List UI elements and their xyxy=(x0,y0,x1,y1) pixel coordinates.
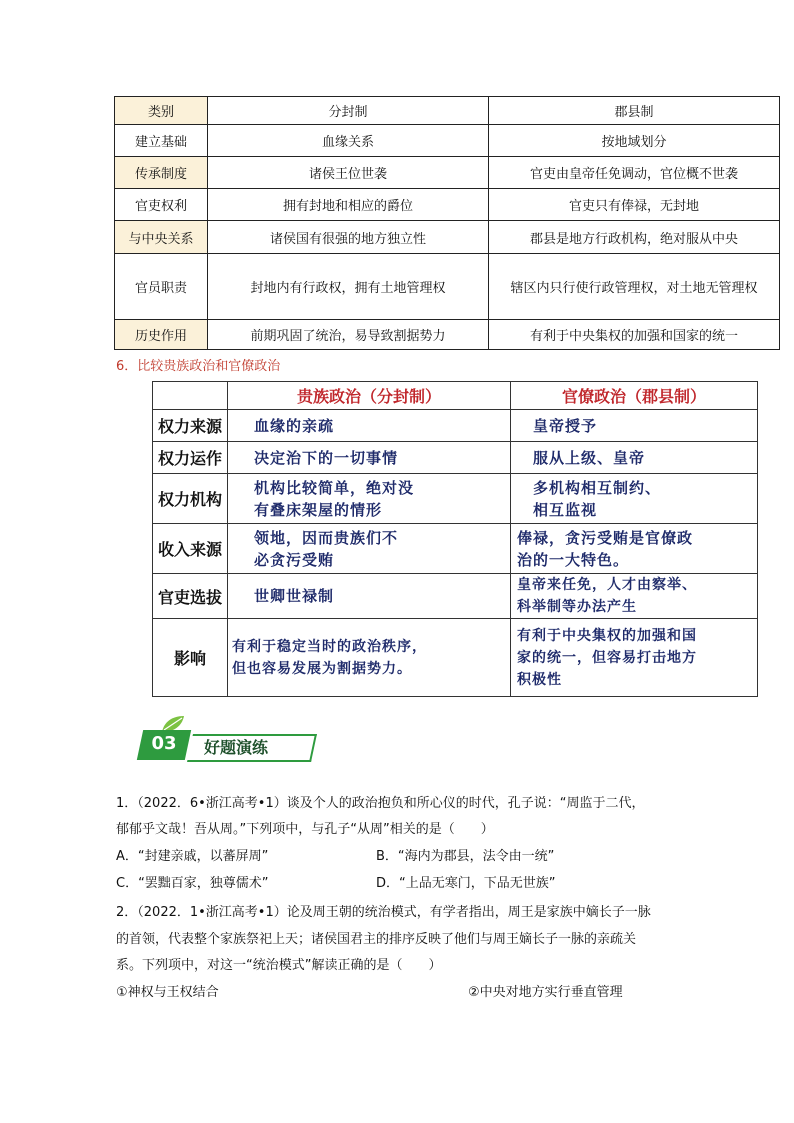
question-2-option-2: ②中央对地方实行垂直管理 xyxy=(468,985,623,1000)
table-cell: 多机构相互制约、 相互监视 xyxy=(511,474,758,524)
row-label: 权力来源 xyxy=(153,410,228,442)
question-1-option-d: D．“上品无寒门，下品无世族” xyxy=(376,876,556,891)
table-cell: 有利于中央集权的加强和国家的统一 xyxy=(489,320,780,350)
question-1-option-a: A．“封建亲戚，以蕃屏周” xyxy=(116,849,269,864)
table-row xyxy=(153,574,758,619)
table-header-cell: 郡县制 xyxy=(489,97,780,125)
table-cell: 皇帝来任免，人才由察举、 科举制等办法产生 xyxy=(511,574,758,619)
table-header-cell: 贵族政治（分封制） xyxy=(228,382,511,410)
table-cell: 建立基础 xyxy=(115,125,208,157)
table-cell: 官吏由皇帝任免调动，官位概不世袭 xyxy=(489,157,780,189)
table-cell: 俸禄，贪污受贿是官僚政 治的一大特色。 xyxy=(511,524,758,574)
row-label: 影响 xyxy=(153,619,228,697)
table-cell: 郡县是地方行政机构，绝对服从中央 xyxy=(489,221,780,254)
table-cell: 有利于稳定当时的政治秩序， 但也容易发展为割据势力。 xyxy=(228,619,511,697)
row-label: 收入来源 xyxy=(153,524,228,574)
table-header-cell: 官僚政治（郡县制） xyxy=(511,382,758,410)
table-row xyxy=(115,320,780,350)
table-row xyxy=(115,189,780,221)
question-1-stem-line-1: 1．（2022．6•浙江高考•1）谈及个人的政治抱负和所心仪的时代，孔子说：“周监于二代， xyxy=(116,796,645,811)
table-row xyxy=(115,221,780,254)
table-header-row xyxy=(115,97,780,125)
question-1-option-b: B．“海内为郡县，法令由一统” xyxy=(376,849,555,864)
comparison-table-aristocratic-bureaucratic xyxy=(152,381,758,697)
table-cell: 服从上级、皇帝 xyxy=(511,442,758,474)
comparison-table-fengjian-junxian xyxy=(114,96,780,350)
table-cell: 辖区内只行使行政管理权，对土地无管理权 xyxy=(489,254,780,320)
table-cell: 前期巩固了统治，易导致割据势力 xyxy=(208,320,489,350)
table-header-cell: 分封制 xyxy=(208,97,489,125)
table-cell: 领地，因而贵族们不 必贪污受贿 xyxy=(228,524,511,574)
table-cell: 血缘关系 xyxy=(208,125,489,157)
table-cell: 决定治下的一切事情 xyxy=(228,442,511,474)
row-label: 权力运作 xyxy=(153,442,228,474)
question-2-stem-line-1: 2．（2022．1•浙江高考•1）论及周王朝的统治模式，有学者指出，周王是家族中嫡长子一脉 xyxy=(116,905,651,920)
table-row xyxy=(115,254,780,320)
table-row xyxy=(153,474,758,524)
table-row xyxy=(115,125,780,157)
table-cell: 诸侯国有很强的地方独立性 xyxy=(208,221,489,254)
table-header-cell: 类别 xyxy=(115,97,208,125)
table-cell: 有利于中央集权的加强和国 家的统一，但容易打击地方 积极性 xyxy=(511,619,758,697)
question-1-stem-line-2: 郁郁乎文哉！吾从周。”下列项中，与孔子“从周”相关的是（ ） xyxy=(116,822,494,837)
table-cell: 拥有封地和相应的爵位 xyxy=(208,189,489,221)
table-cell: 传承制度 xyxy=(115,157,208,189)
table-row xyxy=(153,442,758,474)
row-label: 权力机构 xyxy=(153,474,228,524)
table-cell: 历史作用 xyxy=(115,320,208,350)
row-label: 官吏选拔 xyxy=(153,574,228,619)
table-cell: 按地域划分 xyxy=(489,125,780,157)
section-title: 好题演练 xyxy=(204,738,269,757)
table-cell: 与中央关系 xyxy=(115,221,208,254)
section-number: 03 xyxy=(151,733,177,754)
table-cell: 世卿世禄制 xyxy=(228,574,511,619)
question-2-stem-line-2: 的首领，代表整个家族祭祀上天；诸侯国君主的排序反映了他们与周王嫡长子一脉的亲疏关 xyxy=(116,932,637,947)
table-cell: 皇帝授予 xyxy=(511,410,758,442)
table-row xyxy=(115,157,780,189)
table-cell: 官员职责 xyxy=(115,254,208,320)
table-row xyxy=(153,619,758,697)
table-row xyxy=(153,410,758,442)
table-cell: 官吏权利 xyxy=(115,189,208,221)
table-cell: 机构比较简单，绝对没 有叠床架屋的情形 xyxy=(228,474,511,524)
question-2-stem-line-3: 系。下列项中，对这一“统治模式”解读正确的是（ ） xyxy=(116,958,442,973)
question-2-option-1: ①神权与王权结合 xyxy=(116,985,219,1000)
table-cell: 血缘的亲疏 xyxy=(228,410,511,442)
table-cell: 诸侯王位世袭 xyxy=(208,157,489,189)
table-cell: 封地内有行政权，拥有土地管理权 xyxy=(208,254,489,320)
table-header-row xyxy=(153,382,758,410)
table-cell: 官吏只有俸禄，无封地 xyxy=(489,189,780,221)
table-row xyxy=(153,524,758,574)
table-header-cell xyxy=(153,382,228,410)
question-1-option-c: C．“罢黜百家，独尊儒术” xyxy=(116,876,269,891)
section-6-heading: 6．比较贵族政治和官僚政治 xyxy=(116,359,281,374)
